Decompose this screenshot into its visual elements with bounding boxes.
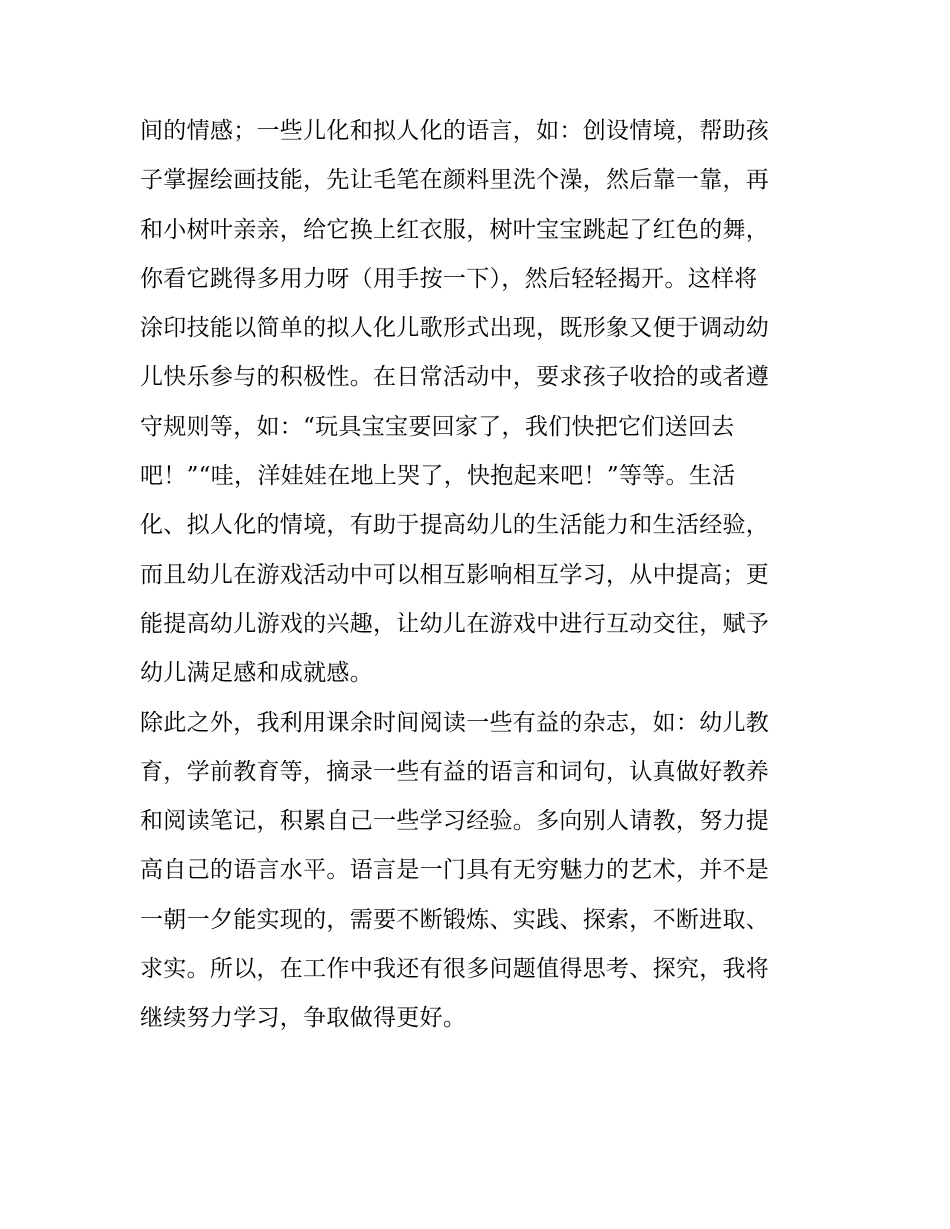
text-line: 能提高幼儿游戏的兴趣，让幼儿在游戏中进行互动交往，赋予 [140, 610, 770, 637]
text-line: 儿快乐参与的积极性。在日常活动中，要求孩子收拾的或者遵 [140, 364, 770, 391]
text-line: 间的情感；一些儿化和拟人化的语言，如：创设情境，帮助孩 [140, 118, 770, 144]
text-line: 涂印技能以简单的拟人化儿歌形式出现，既形象又便于调动幼 [140, 315, 770, 342]
text-line: 吧！”“哇，洋娃娃在地上哭了，快抱起来吧！”等等。生活 [140, 463, 736, 490]
text-line: 而且幼儿在游戏活动中可以相互影响相互学习，从中提高；更 [140, 561, 770, 588]
text-line: 幼儿满足感和成就感。 [140, 660, 373, 687]
text-line: 和小树叶亲亲，给它换上红衣服，树叶宝宝跳起了红色的舞， [140, 216, 770, 243]
text-line: 除此之外，我利用课余时间阅读一些有益的杂志，如：幼儿教 [140, 709, 770, 736]
text-line: 和阅读笔记，积累自己一些学习经验。多向别人请教，努力提 [140, 808, 770, 835]
document-body [140, 107, 820, 1044]
paragraph-2 [140, 699, 820, 1044]
text-line: 你看它跳得多用力呀（用手按一下），然后轻轻揭开。这样将 [140, 265, 758, 292]
text-line: 子掌握绘画技能，先让毛笔在颜料里洗个澡，然后靠一靠，再 [140, 167, 770, 194]
text-line: 继续努力学习，争取做得更好。 [140, 1005, 467, 1032]
text-line: 育，学前教育等，摘录一些有益的语言和词句，认真做好教养 [140, 758, 770, 785]
text-line: 求实。所以，在工作中我还有很多问题值得思考、探究，我将 [140, 956, 770, 983]
text-line: 高自己的语言水平。语言是一门具有无穷魅力的艺术，并不是 [140, 857, 770, 884]
text-line: 一朝一夕能实现的，需要不断锻炼、实践、探索，不断进取、 [140, 906, 770, 933]
text-line: 守规则等，如：“玩具宝宝要回家了，我们快把它们送回去 [140, 413, 735, 440]
text-line: 化、拟人化的情境，有助于提高幼儿的生活能力和生活经验， [140, 512, 770, 539]
paragraph-1 [140, 107, 820, 699]
